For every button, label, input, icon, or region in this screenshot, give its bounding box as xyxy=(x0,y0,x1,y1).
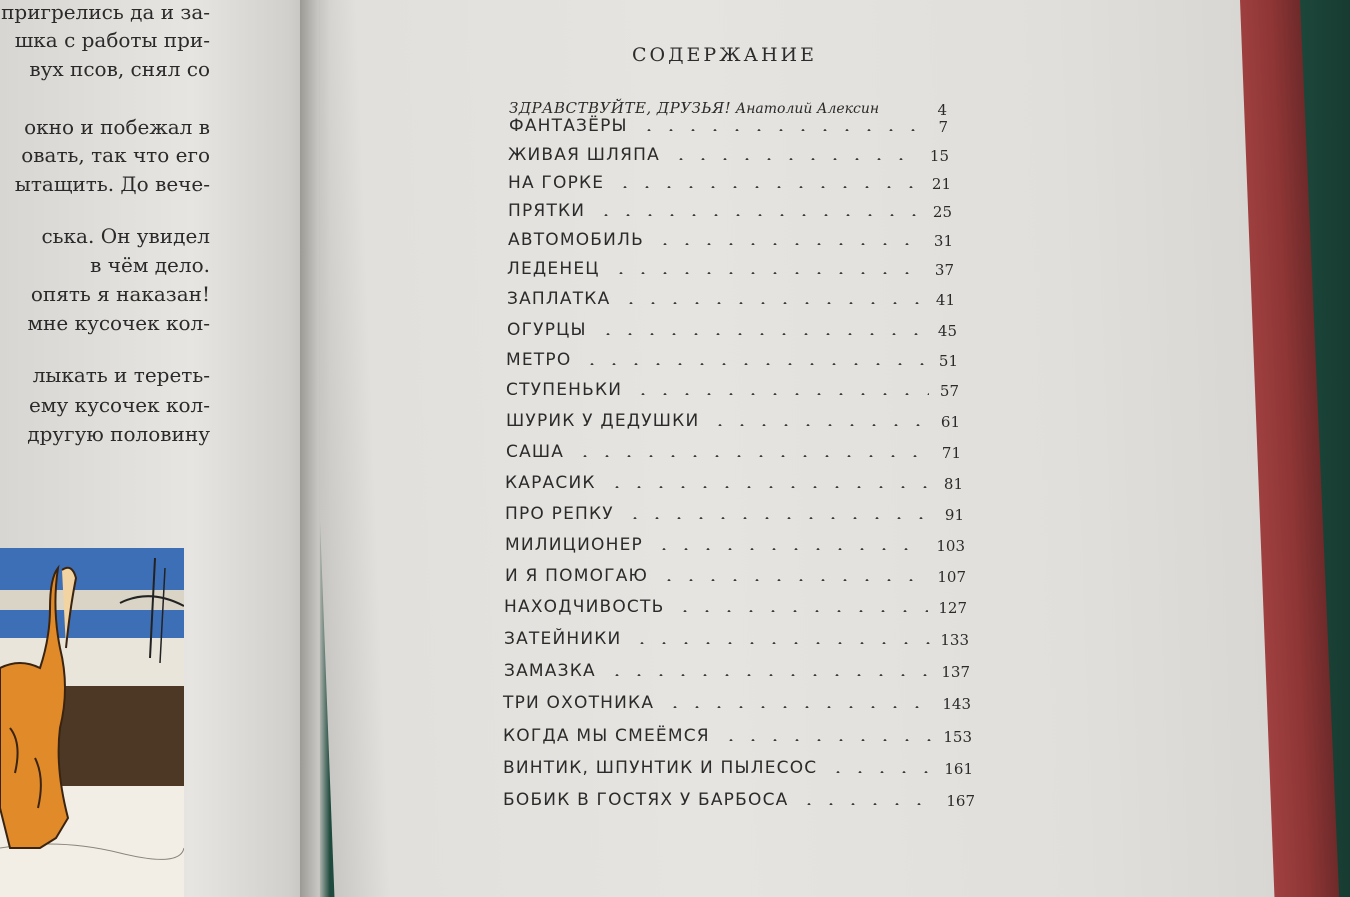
toc-entry-title xyxy=(504,629,621,649)
toc-leader-dots xyxy=(614,186,921,188)
toc-entry-title-text: АВТОМОБИЛЬ xyxy=(508,230,644,250)
toc-leader-dots xyxy=(827,771,934,773)
toc-entry-title-text: ЖИВАЯ ШЛЯПА xyxy=(508,145,660,165)
toc-entry-title xyxy=(503,726,710,746)
toc-entry-title xyxy=(506,380,622,400)
toc-entry-title xyxy=(507,320,587,340)
toc-entry-title xyxy=(507,259,600,279)
toc-leader-dots xyxy=(597,333,927,335)
toc-entry-title xyxy=(509,116,628,136)
toc-entry-title-text: МЕТРО xyxy=(506,350,572,370)
toc-entry-title xyxy=(508,230,644,250)
toc-entry-title xyxy=(506,442,564,462)
toc-leader-dots xyxy=(670,158,919,160)
toc-leader-dots xyxy=(574,455,931,457)
toc-entry-title-text: НА ГОРКЕ xyxy=(508,173,605,193)
book-gutter xyxy=(300,0,330,897)
toc-entry-title-text: КАРАСИК xyxy=(505,473,596,493)
toc-entry-page: 57 xyxy=(939,382,959,400)
toc-leader-dots xyxy=(798,803,936,805)
toc-entry-title-text: ВИНТИК, ШПУНТИК И ПЫЛЕСОС xyxy=(503,758,818,778)
toc-leader-dots xyxy=(631,642,930,644)
toc-entry-title xyxy=(505,504,614,524)
toc-entry-title xyxy=(505,566,648,586)
toc-leader-dots xyxy=(654,243,923,245)
toc-entry-title xyxy=(505,535,643,555)
toc-leader-dots xyxy=(658,579,927,581)
toc-entry-title xyxy=(506,411,699,431)
toc-leader-dots xyxy=(606,674,931,676)
toc-entry-title xyxy=(509,99,879,117)
left-page xyxy=(0,0,320,897)
toc-entry-title-text: САША xyxy=(506,442,565,462)
left-page-line: ська. Он увидел xyxy=(41,224,210,248)
left-page-line: пригрелись да и за- xyxy=(1,0,210,24)
toc-entry-title-text: НАХОДЧИВОСТЬ xyxy=(504,597,665,617)
toc-entry-title-text: ЗАПЛАТКА xyxy=(507,289,611,309)
toc-entry-title xyxy=(508,173,604,193)
left-page-line: другую половину xyxy=(27,422,210,446)
toc-entry-title-text: МИЛИЦИОНЕР xyxy=(505,535,643,555)
toc-entry-title-text: ФАНТАЗЁРЫ xyxy=(509,116,628,136)
toc-entry-page: 21 xyxy=(931,175,951,193)
toc-entry-title-text: ТРИ ОХОТНИКА xyxy=(503,693,655,713)
toc-entry-page: 4 xyxy=(937,101,947,119)
toc-entry-title-text: ПРЯТКИ xyxy=(508,201,586,221)
toc-entry-page: 133 xyxy=(940,631,969,649)
toc-leader-dots xyxy=(653,548,926,550)
toc-entry-title-text: ЛЕДЕНЕЦ xyxy=(507,259,600,279)
cat-illustration-svg xyxy=(0,548,184,897)
toc-entry-page: 61 xyxy=(940,413,960,431)
left-page-line: в чём дело. xyxy=(90,253,210,277)
toc-entry-title-text: ОГУРЦЫ xyxy=(507,320,587,340)
cat-illustration xyxy=(0,548,184,897)
toc-entry-title-text: СТУПЕНЬКИ xyxy=(506,380,623,400)
toc-entry-page: 7 xyxy=(938,118,948,136)
toc-entry-title xyxy=(508,201,585,221)
toc-entry-title xyxy=(504,661,596,681)
toc-entry-page: 25 xyxy=(932,203,952,221)
toc-entry-title-text: КОГДА МЫ СМЕЁМСЯ xyxy=(503,726,710,746)
toc-entry-title xyxy=(508,145,660,165)
toc-entry-page: 91 xyxy=(944,506,964,524)
toc-entry-page: 127 xyxy=(938,599,967,617)
left-page-line: ытащить. До вече- xyxy=(14,172,210,196)
toc-entry-page: 51 xyxy=(938,352,958,370)
toc-leader-dots xyxy=(720,739,933,741)
toc-entry-author: Анатолий Алексин xyxy=(731,101,880,117)
toc-entry-title xyxy=(507,289,610,309)
toc-leader-dots xyxy=(595,214,922,216)
toc-leader-dots xyxy=(674,610,928,612)
left-page-line: лыкать и тереть- xyxy=(32,363,210,387)
toc-entry-page: 15 xyxy=(929,147,949,165)
toc-entry-page: 107 xyxy=(937,568,966,586)
left-page-line: шка с работы при- xyxy=(14,28,210,52)
toc-entry-title-text: ЗАТЕЙНИКИ xyxy=(504,629,622,649)
toc-entry-title-text: ПРО РЕПКУ xyxy=(505,504,614,524)
toc-leader-dots xyxy=(632,393,929,395)
toc-entry-page: 161 xyxy=(944,760,973,778)
toc-leader-dots xyxy=(709,424,930,426)
toc-entry-page: 71 xyxy=(941,444,961,462)
toc-entry-page: 103 xyxy=(936,537,965,555)
toc-entry-title xyxy=(503,693,654,713)
left-page-line: опять я наказан! xyxy=(30,282,210,306)
toc-entry-page: 153 xyxy=(943,728,972,746)
toc-leader-dots xyxy=(581,363,928,365)
toc-entry-title xyxy=(505,473,596,493)
toc-entry-title-text: ШУРИК У ДЕДУШКИ xyxy=(506,411,700,431)
toc-entry-title-text: БОБИК В ГОСТЯХ У БАРБОСА xyxy=(503,790,789,810)
toc-title: СОДЕРЖАНИЕ xyxy=(632,44,817,66)
toc-entry-page: 41 xyxy=(935,291,955,309)
toc-entry-title xyxy=(506,350,571,370)
toc-leader-dots xyxy=(664,706,932,708)
toc-entry-title-text: И Я ПОМОГАЮ xyxy=(505,566,649,586)
toc-entry-page: 37 xyxy=(934,261,954,279)
toc-entry-page: 31 xyxy=(933,232,953,250)
left-page-line: овать, так что его xyxy=(21,143,210,167)
toc-leader-dots xyxy=(624,517,934,519)
toc-entry-page: 167 xyxy=(946,792,975,810)
toc-leader-dots xyxy=(638,129,927,131)
toc-leader-dots xyxy=(610,272,924,274)
left-page-line: ему кусочек кол- xyxy=(29,393,210,417)
toc-entry-title xyxy=(503,758,817,778)
left-page-line: вух псов, снял со xyxy=(29,57,210,81)
toc-entry-page: 81 xyxy=(943,475,963,493)
toc-entry-title-text: ЗДРАВСТВУЙТЕ, ДРУЗЬЯ! xyxy=(509,99,732,117)
toc-leader-dots xyxy=(606,486,933,488)
toc-entry-page: 45 xyxy=(937,322,957,340)
toc-entry-title xyxy=(504,597,664,617)
toc-leader-dots xyxy=(620,302,925,304)
toc-entry-page: 143 xyxy=(942,695,971,713)
left-page-line: окно и побежал в xyxy=(24,115,210,139)
toc-entry-page: 137 xyxy=(941,663,970,681)
left-page-line: мне кусочек кол- xyxy=(27,311,210,335)
toc-entry-title xyxy=(503,790,788,810)
toc-entry-title-text: ЗАМАЗКА xyxy=(504,661,596,681)
